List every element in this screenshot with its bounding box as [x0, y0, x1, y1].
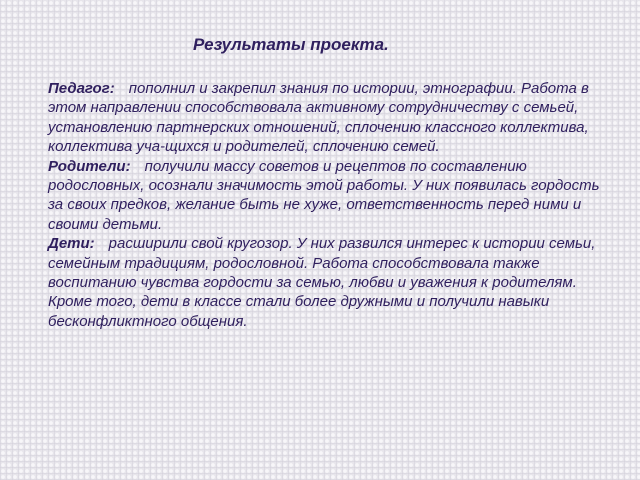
parents-text: получили массу советов и рецептов по составлению родословных, осознали значимость этой работы. У них появилась гордость за своих предков, желание быть не хуже, ответственность перед ними и своими детьми.: [48, 157, 600, 233]
children-text: расширили свой кругозор. У них развился интерес к истории семьи, семейным традициям, родословной. Работа способствовала также воспитанию чувства гордости за семью, любви и уважения к родителям. Кроме того, дети в классе стали более дружными и получили навыки бесконфликтного общения.: [48, 235, 596, 330]
parents-label: Родители:: [48, 157, 131, 175]
children-paragraph: [48, 234, 608, 331]
teacher-paragraph: [48, 79, 608, 157]
children-label: Дети:: [48, 235, 95, 253]
slide-title: Результаты проекта.: [193, 35, 389, 54]
parents-paragraph: [48, 157, 608, 235]
teacher-label: Педагог:: [48, 80, 115, 97]
teacher-text: пополнил и закрепил знания по истории, этнографии. Работа в этом направлении способствовала активному сотрудничеству с семьей, установлению партнерских отношений, сплочению классного коллектива, коллектива уча-щихся и родителей, сплочению семей.: [48, 80, 589, 156]
results-body: [48, 79, 608, 331]
